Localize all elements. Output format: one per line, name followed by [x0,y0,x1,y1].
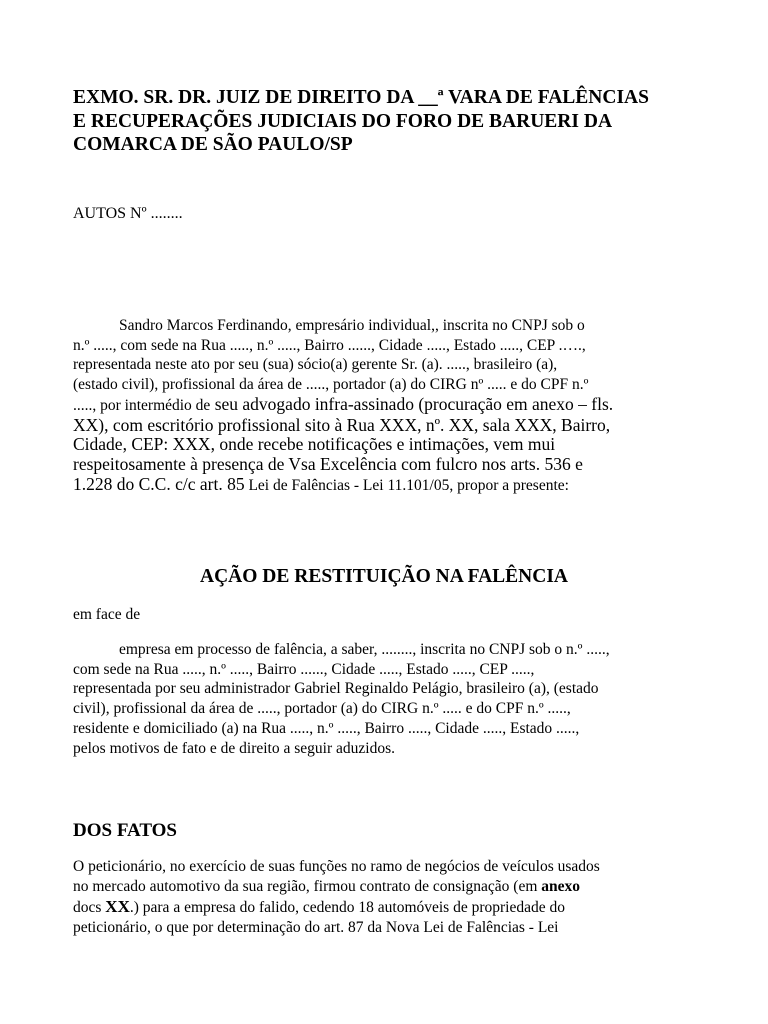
paragraph-line: respeitosamente à presença de Vsa Excelência com fulcro nos arts. 536 e [73,453,583,474]
paragraph-line: civil), profissional da área de ....., portador (a) do CIRG n.º ..... e do CPF n.º ....., [73,700,571,718]
paragraph-line: representada neste ato por seu (sua) sócio(a) gerente Sr. (a). ....., brasileiro (a), [73,356,558,374]
facts-section-title: DOS FATOS [73,820,177,841]
line-text: Sandro Marcos Ferdinando, empresário individual,, inscrita no CNPJ sob o [119,317,585,334]
line-text: 1.228 do C.C. c/c art. 85 [73,473,245,494]
heading-line: E RECUPERAÇÕES JUDICIAIS DO FORO DE BARUERI DA [73,110,613,132]
paragraph-line: com sede na Rua ....., n.º ....., Bairro ......, Cidade ....., Estado ....., CEP ....., [73,660,535,678]
line-text: seu advogado infra-assinado (procuração em anexo – fls. [210,393,614,414]
line-text: ....., por intermédio de [73,396,211,414]
heading-line: EXMO. SR. DR. JUIZ DE DIREITO DA __ª VARA DE FALÊNCIAS [73,87,649,108]
line-text: .) para a empresa do falido, cedendo 18 automóveis de propriedade do [129,899,565,916]
paragraph-line [73,877,713,897]
line-text: docs [73,899,106,916]
paragraph-line: XX), com escritório profissional sito à Rua XXX, nº. XX, sala XXX, Bairro, [73,414,611,435]
case-number: AUTOS Nº ........ [73,205,183,222]
plaintiff-paragraph [73,316,703,495]
paragraph-line [73,316,703,336]
court-heading [73,86,713,157]
facts-paragraph [73,857,713,938]
paragraph-line [73,475,703,496]
paragraph-line: Cidade, CEP: XXX, onde recebe notificações e intimações, vem mui [73,434,556,455]
paragraph-line: (estado civil), profissional da área de ....., portador (a) do CIRG nº ..... e do CPF n.º [73,376,589,394]
bold-text: XX [105,897,130,916]
action-title: AÇÃO DE RESTITUIÇÃO NA FALÊNCIA [199,566,569,587]
em-face-label: em face de [73,606,141,623]
paragraph-line: residente e domiciliado (a) na Rua ....., n.º ....., Bairro ....., Cidade ....., Estado ....., [73,719,580,737]
line-text: empresa em processo de falência, a saber, ........, inscrita no CNPJ sob o n.º ....., [119,641,610,658]
paragraph-line: representada por seu administrador Gabriel Reginaldo Pelágio, brasileiro (a), (estado [73,680,599,698]
line-text: Lei de Falências - Lei 11.101/05, propor a presente: [244,476,569,494]
paragraph-line: pelos motivos de fato e de direito a seguir aduzidos. [73,739,395,757]
paragraph-line: O peticionário, no exercício de suas funções no ramo de negócios de veículos usados [73,858,600,875]
paragraph-line [73,897,713,918]
paragraph-line [73,395,703,416]
line-text: no mercado automotivo da sua região, firmou contrato de consignação (em [73,878,542,895]
bold-text: anexo [541,878,581,895]
paragraph-line: peticionário, o que por determinação do art. 87 da Nova Lei de Falências - Lei [73,919,559,936]
heading-line: COMARCA DE SÃO PAULO/SP [73,134,353,155]
paragraph-line [73,640,703,660]
paragraph-line: n.º ....., com sede na Rua ....., n.º ....., Bairro ......, Cidade ....., Estado ....., CEP .…., [73,336,586,354]
defendant-paragraph [73,640,703,758]
